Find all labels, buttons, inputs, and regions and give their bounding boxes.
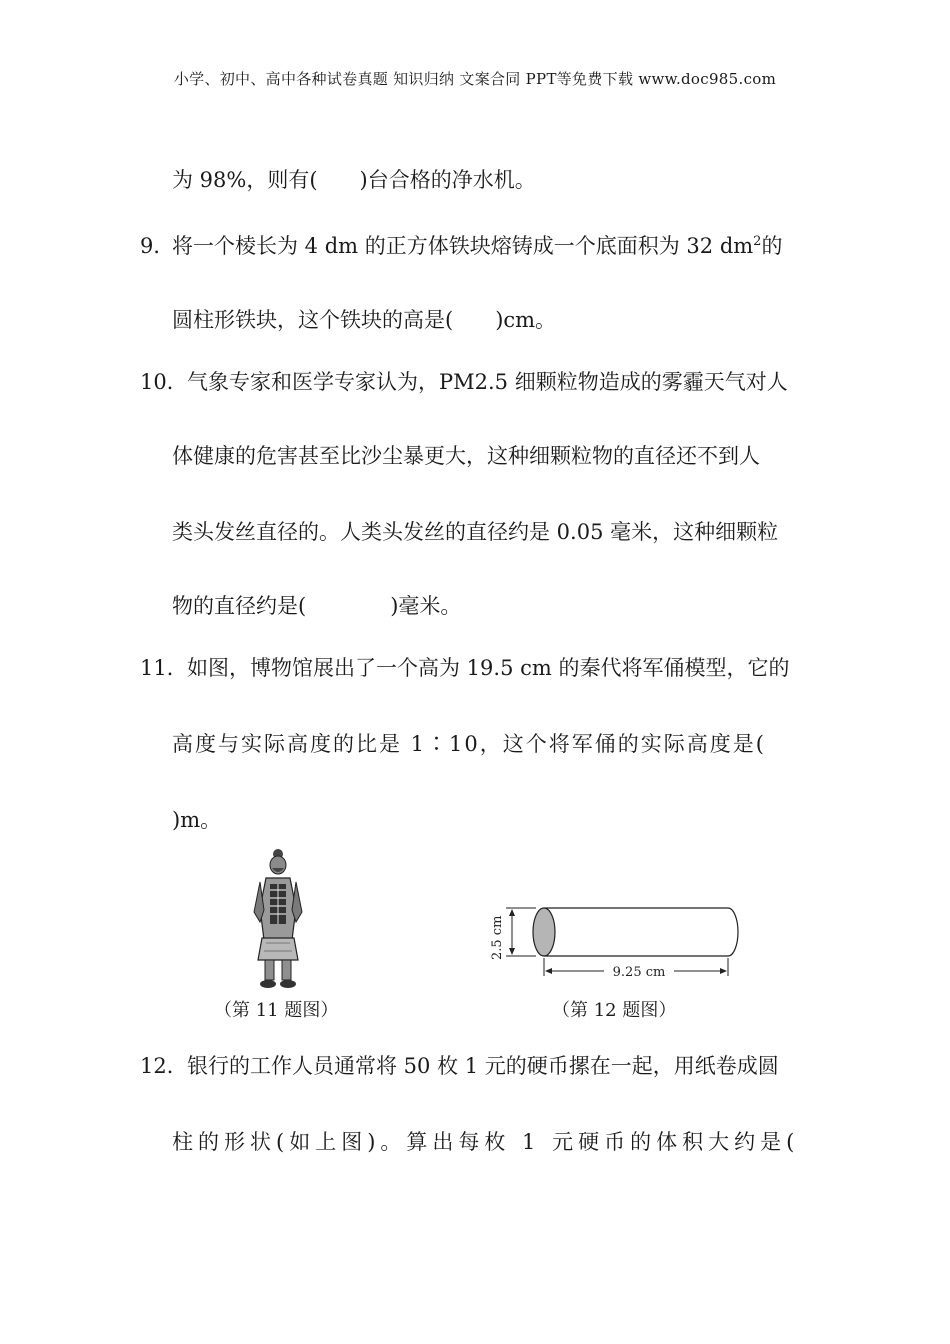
q8-continuation: 为 98%，则有( )台合格的净水机。 bbox=[172, 168, 536, 192]
q11-line-3: )m。 bbox=[172, 808, 222, 832]
q9-superscript: 2 bbox=[753, 234, 762, 249]
q9-number: 9． bbox=[140, 234, 175, 258]
q10-line-4: 物的直径约是( )毫米。 bbox=[172, 594, 462, 618]
fig12-caption: （第 12 题图） bbox=[552, 1000, 677, 1021]
q10-line-1: 气象专家和医学专家认为，PM2.5 细颗粒物造成的雾霾天气对人 bbox=[187, 370, 788, 394]
cylinder-diagram bbox=[484, 900, 744, 982]
q11-line-2: 高度与实际高度的比是 1∶10，这个将军俑的实际高度是( bbox=[172, 732, 766, 756]
q10-line-2: 体健康的危害甚至比沙尘暴更大，这种细颗粒物的直径还不到人 bbox=[172, 444, 760, 468]
q12-line-2: 柱的形状(如上图)。算出每枚 1 元硬币的体积大约是( bbox=[172, 1130, 800, 1154]
terracotta-warrior-figure bbox=[248, 848, 308, 990]
q9-line-2: 圆柱形铁块，这个铁块的高是( )cm。 bbox=[172, 308, 557, 332]
q9-text-a: 将一个棱长为 4 dm 的正方体铁块熔铸成一个底面积为 32 dm bbox=[172, 234, 754, 258]
q11-line-1: 如图，博物馆展出了一个高为 19.5 cm 的秦代将军俑模型，它的 bbox=[187, 656, 790, 680]
fig11-caption: （第 11 题图） bbox=[214, 1000, 339, 1021]
q12-line-1: 银行的工作人员通常将 50 枚 1 元的硬币摞在一起，用纸卷成圆 bbox=[187, 1054, 779, 1078]
q11-number: 11． bbox=[140, 656, 188, 680]
q10-number: 10． bbox=[140, 370, 188, 394]
length-dimension-label: 9.25 cm bbox=[612, 965, 666, 980]
q10-line-3: 类头发丝直径的。人类头发丝的直径约是 0.05 毫米，这种细颗粒 bbox=[172, 520, 779, 544]
height-dimension-label: 2.5 cm bbox=[490, 915, 505, 960]
q9-text-b: 的 bbox=[761, 234, 783, 258]
q12-number: 12． bbox=[140, 1054, 188, 1078]
q9-line-1 bbox=[172, 230, 782, 260]
page-header: 小学、初中、高中各种试卷真题 知识归纳 文案合同 PPT等免费下载 www.doc985.com bbox=[173, 70, 777, 88]
